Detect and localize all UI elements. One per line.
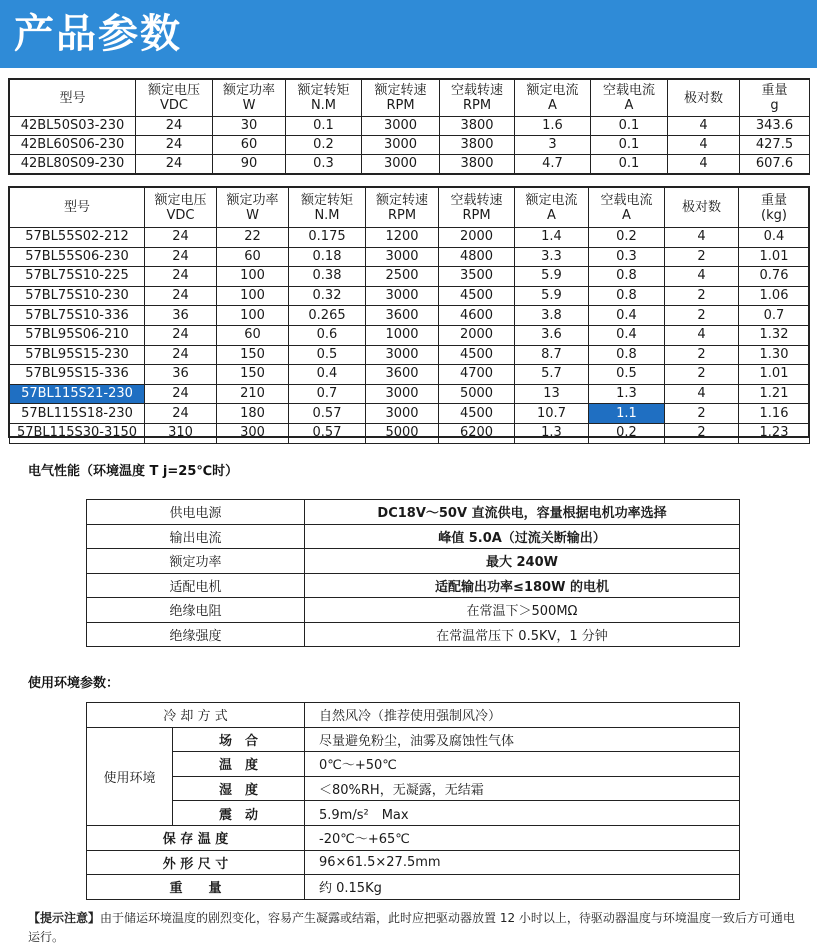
table-cell: 3000 [366,384,439,404]
electrical-label: 绝缘电阻 [87,598,305,623]
env-sub-value: 5.9m/s² Max [305,801,740,826]
electrical-label: 适配电机 [87,573,305,598]
table-cell: 2500 [366,267,439,287]
table-cell: 2 [665,286,739,306]
table-cell: 3000 [366,286,439,306]
electrical-row [87,598,740,623]
table-row [10,136,810,155]
electrical-value: 适配输出功率≤180W 的电机 [305,573,740,598]
table-cell: 3000 [366,247,439,267]
table-row [10,247,810,267]
env-row-storage [87,825,740,850]
electrical-label: 绝缘强度 [87,622,305,647]
table-cell: 5000 [439,384,515,404]
header-label: 极对数 [683,90,723,106]
header-unit: W [242,98,256,113]
electrical-section-title: 电气性能（环境温度 T j=25℃时） [28,464,239,479]
table-cell: 4600 [439,306,515,326]
notice-text: 由于储运环境温度的剧烈变化，容易产生凝露或结霜，此时应把驱动器放置 12 小时以上，待驱动器温度与环境温度一致后方可通电运行。 [28,911,795,944]
table-cell: 3800 [440,155,515,174]
table-cell: 24 [136,136,213,155]
electrical-label: 供电电源 [87,500,305,525]
table-cell: 1.30 [739,345,810,365]
column-header [145,188,217,228]
column-header [739,188,810,228]
env-row-sub [87,727,740,752]
header-unit: RPM [386,98,415,113]
table-cell: 210 [217,384,289,404]
table-cell: 60 [217,247,289,267]
table-cell: 3000 [362,117,440,136]
electrical-value: 在常温下＞500MΩ [305,598,740,623]
table-cell: 2000 [439,228,515,248]
table-cell: 5.7 [515,365,589,385]
page-title: 产品参数 [14,11,182,57]
header-unit: N.M [314,207,340,223]
table-cell: 24 [145,384,217,404]
table-cell: 57BL55S02-212 [10,228,145,248]
table-cell: 0.5 [589,365,665,385]
electrical-value: 最大 240W [305,549,740,574]
table-cell: 1.06 [739,286,810,306]
env-value-storage: -20℃～+65℃ [305,825,740,850]
table-cell: 0.2 [589,423,665,443]
header-unit: VDC [166,207,195,223]
header-label: 额定电压 [147,83,200,98]
table-cell: 0.8 [589,267,665,287]
env-sub-label: 场 合 [173,727,305,752]
env-sub-value: 0℃～+50℃ [305,752,740,777]
table-cell: 0.7 [739,306,810,326]
table-cell: 3.6 [515,325,589,345]
table-cell: 57BL115S21-230 [10,384,145,404]
column-header [10,188,145,228]
table-cell: 0.2 [589,228,665,248]
env-value-cooling: 自然风冷（推荐使用强制风冷） [305,703,740,728]
column-header [515,80,591,117]
table-cell: 5.9 [515,267,589,287]
table-cell: 0.1 [591,155,668,174]
env-label-cooling: 冷 却 方 式 [87,703,305,728]
table-cell: 1200 [366,228,439,248]
header-label: 空载电流 [602,83,655,98]
table-cell: 310 [145,423,217,443]
notice [28,909,803,947]
table-cell: 0.3 [589,247,665,267]
env-row-size [87,850,740,875]
table-cell: 57BL75S10-336 [10,306,145,326]
header-label: 空载转速 [450,83,503,98]
spec-table-57bl [9,187,810,444]
table-cell: 36 [145,306,217,326]
table-cell: 3800 [440,117,515,136]
table-row [10,384,810,404]
table-cell: 0.57 [289,423,366,443]
table-cell: 3.3 [515,247,589,267]
table-cell: 42BL80S09-230 [10,155,136,174]
table-cell: 4500 [439,286,515,306]
table-cell: 427.5 [740,136,810,155]
table-cell: 343.6 [740,117,810,136]
env-label-size: 外 形 尺 寸 [87,850,305,875]
table-cell: 1.3 [589,384,665,404]
table-cell: 100 [217,306,289,326]
table-cell: 57BL115S18-230 [10,404,145,424]
header-unit: N.M [310,98,337,113]
header-label: 额定电流 [526,83,579,98]
table-cell: 57BL115S30-3150 [10,423,145,443]
electrical-row [87,622,740,647]
table-cell: 150 [217,345,289,365]
table-cell: 8.7 [515,345,589,365]
table-cell: 3600 [366,365,439,385]
table-cell: 0.265 [289,306,366,326]
table-cell: 60 [217,325,289,345]
table-cell: 1.23 [739,423,810,443]
table-cell: 4 [665,384,739,404]
table-row [10,404,810,424]
table-cell: 1.6 [515,117,591,136]
header-unit: A [624,98,634,113]
table-row [10,155,810,174]
column-header [591,80,668,117]
table-row [10,267,810,287]
table-cell: 57BL95S06-210 [10,325,145,345]
env-row-cooling [87,703,740,728]
column-header [362,80,440,117]
table-cell: 90 [213,155,286,174]
environment-section-title: 使用环境参数： [28,676,120,691]
electrical-label: 额定功率 [87,549,305,574]
table-cell: 2 [665,247,739,267]
table-cell: 4 [668,117,740,136]
header-label: 额定功率 [226,192,279,208]
table-row [10,325,810,345]
header-label: 额定转矩 [300,192,353,208]
header-label: 额定电压 [154,192,207,208]
table-cell: 0.2 [286,136,362,155]
table-cell: 3800 [440,136,515,155]
column-header [286,80,362,117]
env-row-sub [87,776,740,801]
notice-label: 【提示注意】 [28,911,101,925]
table-row [10,228,810,248]
table-cell: 5000 [366,423,439,443]
env-label-storage: 保 存 温 度 [87,825,305,850]
table-cell: 0.4 [589,325,665,345]
table-cell: 1.16 [739,404,810,424]
table-cell: 57BL75S10-230 [10,286,145,306]
table-cell: 0.1 [591,117,668,136]
table-cell: 5.9 [515,286,589,306]
table-cell: 3500 [439,267,515,287]
table-cell: 1.21 [739,384,810,404]
table-cell: 1.4 [515,228,589,248]
header-label: 型号 [63,200,90,215]
table-cell: 57BL95S15-230 [10,345,145,365]
table-cell: 0.7 [289,384,366,404]
spec-table-42bl [9,79,810,174]
table-cell: 0.3 [286,155,362,174]
table-cell: 3.8 [515,306,589,326]
table-cell: 4 [668,155,740,174]
table-cell: 0.8 [589,286,665,306]
table-cell: 300 [217,423,289,443]
table-cell: 6200 [439,423,515,443]
table-cell: 0.4 [289,365,366,385]
table-cell: 0.4 [739,228,810,248]
header-unit: A [622,207,631,223]
header-unit: W [246,207,259,223]
header-unit: RPM [387,207,417,223]
column-header [213,80,286,117]
header-unit: RPM [462,207,491,223]
table-cell: 2 [665,365,739,385]
table-cell: 607.6 [740,155,810,174]
table-row [10,306,810,326]
table-cell: 57BL55S06-230 [10,247,145,267]
banner [0,0,817,68]
header-unit: A [547,207,556,223]
electrical-value: 峰值 5.0A（过流关断输出） [305,524,740,549]
header-label: 型号 [59,90,86,106]
table-row [10,286,810,306]
table-cell: 100 [217,267,289,287]
table-cell: 24 [145,286,217,306]
electrical-row [87,549,740,574]
table-cell: 3 [515,136,591,155]
env-value-size: 96×61.5×27.5mm [305,850,740,875]
column-header [440,80,515,117]
table1-header-row [10,80,810,117]
column-header [366,188,439,228]
table-cell: 1.01 [739,247,810,267]
table-cell: 13 [515,384,589,404]
table-cell: 2 [665,345,739,365]
table-cell: 0.8 [589,345,665,365]
table-cell: 4500 [439,404,515,424]
table-cell: 4 [665,325,739,345]
table-cell: 57BL75S10-225 [10,267,145,287]
table-cell: 24 [145,228,217,248]
table-row [10,365,810,385]
header-unit: VDC [160,98,188,113]
table-cell: 100 [217,286,289,306]
table-cell: 4.7 [515,155,591,174]
table-cell: 24 [136,117,213,136]
table-cell: 2 [665,306,739,326]
electrical-table [86,499,740,647]
header-unit: g [770,98,779,113]
table-cell: 57BL95S15-336 [10,365,145,385]
table-cell: 24 [145,345,217,365]
env-sub-value: ＜80%RH，无凝露，无结霜 [305,776,740,801]
table-cell: 22 [217,228,289,248]
environment-table [86,702,740,900]
table-cell: 0.57 [289,404,366,424]
table-row [10,117,810,136]
table-cell: 42BL50S03-230 [10,117,136,136]
table-cell: 0.5 [289,345,366,365]
column-header [665,188,739,228]
header-label: 额定电流 [525,192,578,208]
electrical-value: 在常温常压下 0.5KV，1 分钟 [305,622,740,647]
column-header [515,188,589,228]
electrical-row [87,500,740,525]
table-cell: 2000 [439,325,515,345]
table-cell: 42BL60S06-230 [10,136,136,155]
table-cell: 24 [145,325,217,345]
table-cell: 3000 [366,404,439,424]
header-label: 空载转速 [450,192,503,208]
env-value-weight: 约 0.15Kg [305,875,740,900]
table-cell: 0.32 [289,286,366,306]
table2-header-row [10,188,810,228]
table-cell: 0.76 [739,267,810,287]
env-group-label: 使用环境 [87,727,173,825]
table-cell: 1.3 [515,423,589,443]
table-cell: 3600 [366,306,439,326]
column-header [289,188,366,228]
header-label: 额定转速 [375,192,428,208]
table-cell: 0.4 [589,306,665,326]
table-cell: 36 [145,365,217,385]
column-header [439,188,515,228]
table-row [10,423,810,443]
table-cell: 1.32 [739,325,810,345]
table-cell: 0.38 [289,267,366,287]
env-label-weight: 重 量 [87,875,305,900]
env-sub-label: 温 度 [173,752,305,777]
table-cell: 4 [665,228,739,248]
column-header [740,80,810,117]
table-cell: 0.18 [289,247,366,267]
table-cell: 1000 [366,325,439,345]
env-row-sub [87,801,740,826]
table-cell: 1.01 [739,365,810,385]
env-sub-value: 尽量避免粉尘，油雾及腐蚀性气体 [305,727,740,752]
table-cell: 30 [213,117,286,136]
column-header [136,80,213,117]
header-unit: (kg) [761,207,787,223]
env-sub-label: 震 动 [173,801,305,826]
header-unit: RPM [462,98,492,113]
table-row [10,345,810,365]
table-cell: 0.175 [289,228,366,248]
env-row-sub [87,752,740,777]
table-cell: 2 [665,404,739,424]
table-cell: 3000 [362,136,440,155]
electrical-label: 输出电流 [87,524,305,549]
table-cell: 4500 [439,345,515,365]
table-cell: 1.1 [589,404,665,424]
table-cell: 24 [145,267,217,287]
header-label: 重量 [760,192,787,208]
table-cell: 0.6 [289,325,366,345]
electrical-value: DC18V～50V 直流供电，容量根据电机功率选择 [305,500,740,525]
table-cell: 4 [665,267,739,287]
header-label: 额定转速 [374,83,427,98]
table-cell: 3000 [362,155,440,174]
table-cell: 24 [145,404,217,424]
table-cell: 2 [665,423,739,443]
table-cell: 0.1 [591,136,668,155]
table-cell: 4800 [439,247,515,267]
table-cell: 4700 [439,365,515,385]
table-cell: 10.7 [515,404,589,424]
env-row-weight [87,875,740,900]
header-label: 重量 [761,83,788,98]
header-label: 空载电流 [600,192,653,208]
column-header [10,80,136,117]
header-label: 额定功率 [222,83,275,98]
table-cell: 0.1 [286,117,362,136]
column-header [217,188,289,228]
header-label: 极对数 [681,200,721,215]
table-cell: 150 [217,365,289,385]
table-cell: 180 [217,404,289,424]
table-cell: 60 [213,136,286,155]
table-cell: 3000 [366,345,439,365]
electrical-row [87,573,740,598]
table-cell: 24 [136,155,213,174]
env-sub-label: 湿 度 [173,776,305,801]
header-unit: A [548,98,557,113]
table-cell: 4 [668,136,740,155]
header-label: 额定转矩 [297,83,350,98]
column-header [589,188,665,228]
table-cell: 24 [145,247,217,267]
electrical-row [87,524,740,549]
column-header [668,80,740,117]
